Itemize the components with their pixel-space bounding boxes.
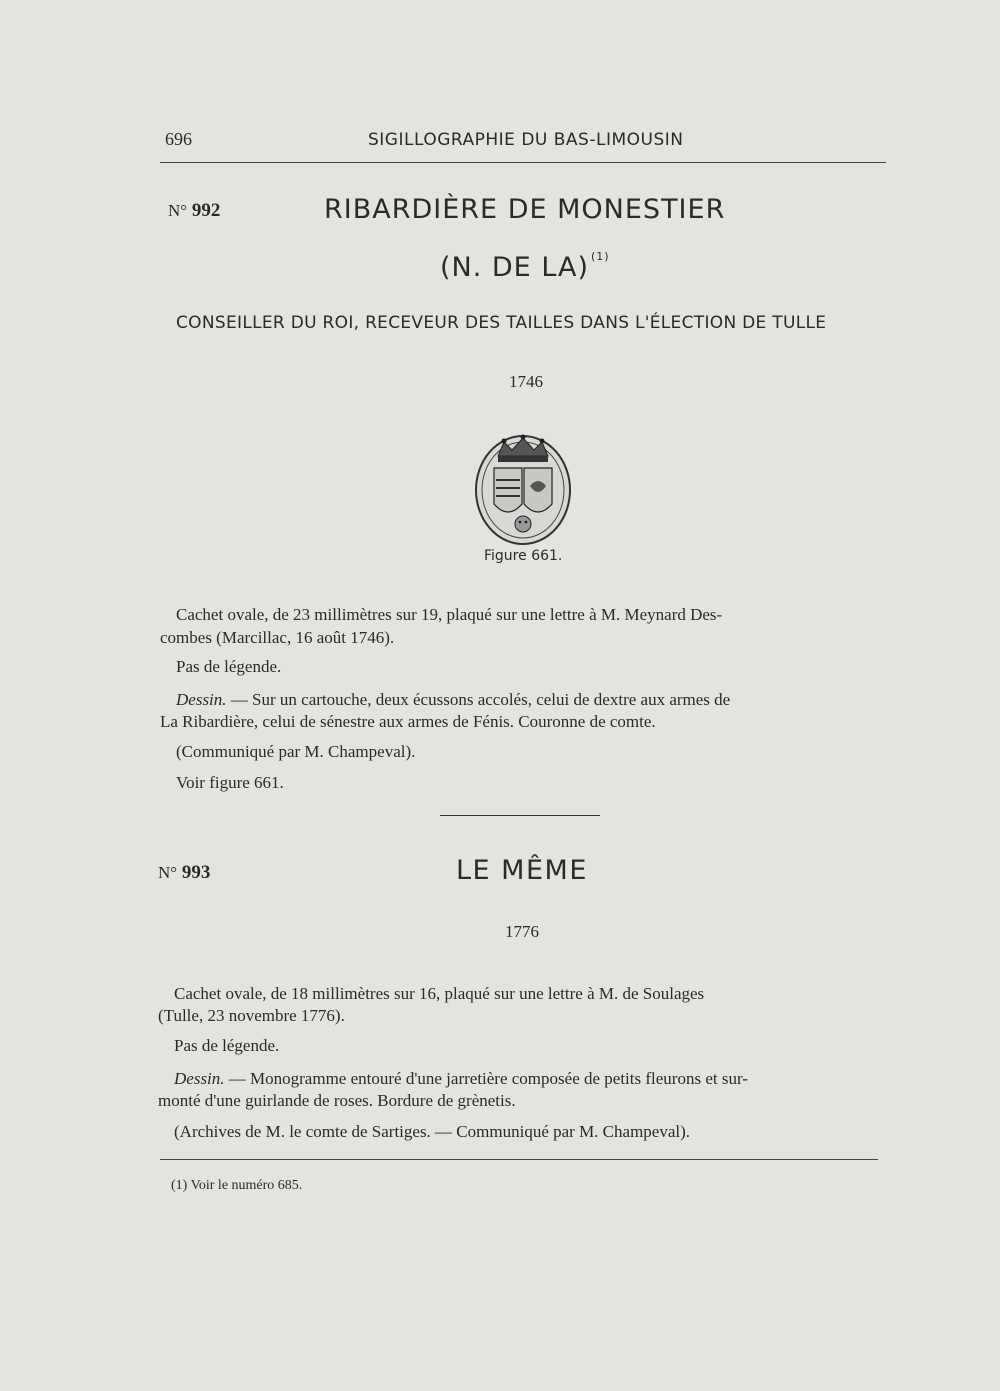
entry-number-value: 993 [181,862,211,883]
entry-number-prefix: N° [168,201,188,220]
legend-note: Pas de légende. [176,657,282,676]
entry-number-prefix: N° [158,863,178,882]
description-line2: combes (Marcillac, 16 août 1746). [160,628,395,647]
description-line2: (Tulle, 23 novembre 1776). [158,1006,345,1025]
archives-note: (Archives de M. le comte de Sartiges. — Communiqué par M. Champeval). [174,1122,691,1141]
header-rule [160,162,886,163]
entry-title-line2 [440,252,610,283]
entry-year: 1776 [505,922,539,941]
dessin-line2: La Ribardière, celui de sénestre aux armes de Fénis. Couronne de comte. [160,712,656,731]
entry-title-line2-text: (N. DE LA) [440,252,589,283]
entry-year: 1746 [509,372,543,391]
running-title: SIGILLOGRAPHIE DU BAS-LIMOUSIN [368,130,684,150]
entry-number-993 [158,862,210,884]
footnote-reference: (1) [591,250,610,263]
footnote-rule [160,1159,878,1160]
entry-number-992 [168,200,220,222]
dessin-line2: monté d'une guirlande de roses. Bordure de grènetis. [158,1091,516,1110]
dessin-line1 [176,688,730,711]
seal-figure [474,428,572,546]
page-number: 696 [165,129,192,149]
communique-note: (Communiqué par M. Champeval). [176,742,416,761]
footnote: (1) Voir le numéro 685. [171,1178,303,1193]
description-line1: Cachet ovale, de 18 millimètres sur 16, plaqué sur une lettre à M. de Soulages [174,984,705,1003]
entry-number-value: 992 [191,200,221,221]
dessin-label: Dessin. [176,690,227,709]
dessin-text: — Monogramme entouré d'une jarretière composée de petits fleurons et sur- [224,1069,748,1088]
figure-caption: Figure 661. [484,548,563,564]
figure-reference: Voir figure 661. [176,773,284,792]
dessin-text: — Sur un cartouche, deux écussons accolés, celui de dextre aux armes de [226,690,731,709]
entry-title-line1: RIBARDIÈRE DE MONESTIER [324,194,726,225]
legend-note: Pas de légende. [174,1036,280,1055]
description-line1: Cachet ovale, de 23 millimètres sur 19, plaqué sur une lettre à M. Meynard Des- [176,605,723,624]
dessin-label: Dessin. [174,1069,225,1088]
section-separator [440,815,600,816]
entry-subtitle: CONSEILLER DU ROI, RECEVEUR DES TAILLES DANS L'ÉLECTION DE TULLE [176,313,827,333]
entry-title: LE MÊME [456,855,588,886]
dessin-line1 [174,1067,748,1090]
